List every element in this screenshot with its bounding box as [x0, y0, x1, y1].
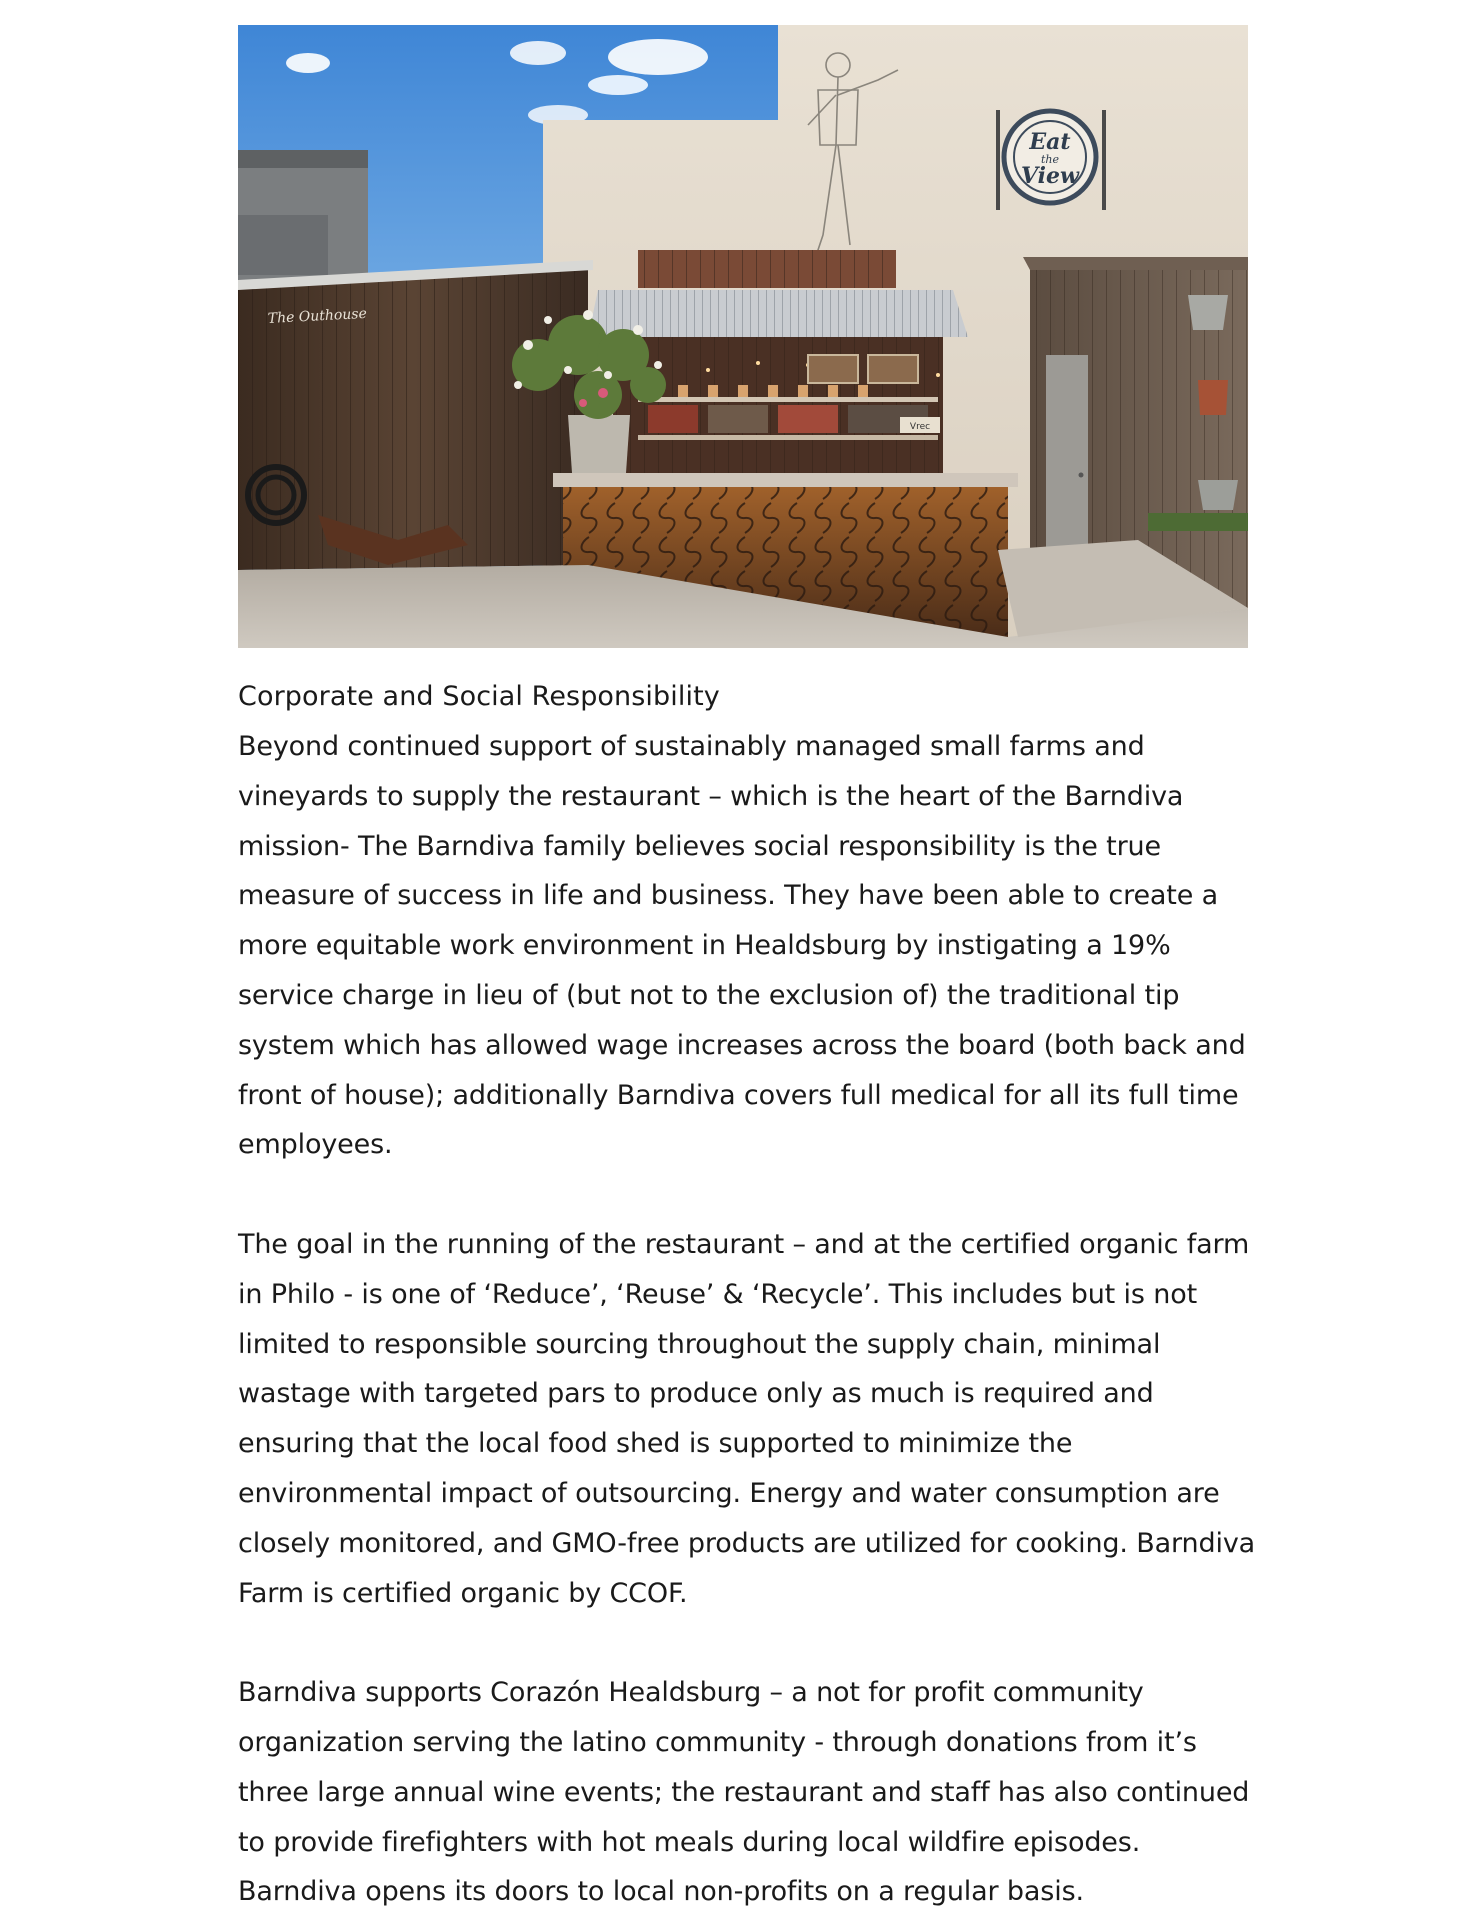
section-heading: Corporate and Social Responsibility — [238, 681, 720, 712]
svg-text:The Outhouse: The Outhouse — [267, 305, 368, 327]
svg-text:Eat: Eat — [1029, 129, 1071, 155]
svg-text:the: the — [1040, 153, 1060, 166]
courtyard-bar-photo — [238, 25, 1248, 648]
paragraph-community-support: Barndiva supports Corazón Healdsburg – a not for profit community organization serving the latino community - through donations from it’s three large annual wine events; the restaurant and staff has also continued to provide firefighters with hot meals during local wildfire episodes. Barndiva opens its doors to local non-profits on a regular basis. — [238, 1677, 1250, 1908]
paragraph-reduce-reuse-recycle: The goal in the running of the restaurant – and at the certified organic farm in Philo - is one of ‘Reduce’, ‘Reuse’ & ‘Recycle’. This includes but is not limited to responsible sourcing throughout the supply chain, minimal wastage with targeted pars to produce only as much is required and ensuring that the local food shed is supported to minimize the environmental impact of outsourcing. Energy and water consumption are closely monitored, and GMO-free products are utilized for cooking. Barndiva Farm is certified organic by CCOF. — [238, 1228, 1256, 1609]
svg-text:Vrec: Vrec — [909, 422, 931, 432]
paragraph-social-responsibility: Beyond continued support of sustainably managed small farms and vineyards to supply the restaurant – which is the heart of the Barndiva mission- The Barndiva family believes social responsibility is the true measure of success in life and business. They have been able to create a more equitable work environment in Healdsburg by instigating a 19% service charge in lieu of (but not to the exclusion of) the traditional tip system which has allowed wage increases across the board (both back and front of house); additionally Barndiva covers full medical for all its full time employees. — [238, 731, 1246, 1161]
article — [238, 672, 1258, 1917]
svg-text:View: View — [1021, 163, 1079, 189]
